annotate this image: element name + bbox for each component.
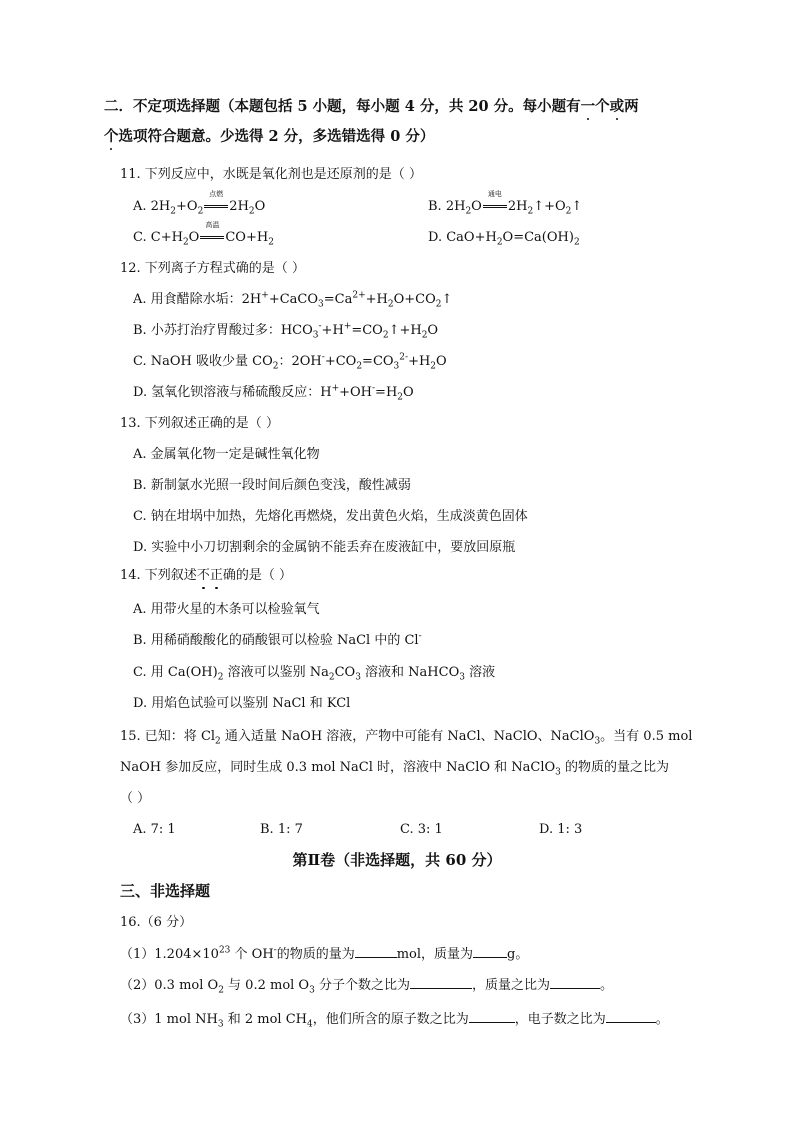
q16-3-electron-ratio-blank[interactable] <box>606 1010 656 1023</box>
q16-1-mass-blank[interactable] <box>473 945 507 958</box>
q13-option-d: D. 实验中小刀切割剩余的金属钠不能丢弃在废液缸中，要放回原瓶 <box>133 540 516 555</box>
q12-option-b: B. 小苏打治疗胃酸过多：$HCO_3^-+H^+=CO_2↑+H_2O$ <box>133 321 439 341</box>
q15-option-d: D. 1: 3 <box>539 822 583 837</box>
section-2-heading-line1: 二．不定项选择题（本题包括 5 小题，每小题 4 分，共 20 分。每小题有一个或两 <box>104 98 639 115</box>
q13-option-c: C. 钠在坩埚中加热，先熔化再燃烧，发出黄色火焰，生成淡黄色固体 <box>133 509 528 524</box>
q12-option-d: D. 氢氧化钡溶液与稀硫酸反应：$H^++OH^-=H_2O$ <box>133 383 414 403</box>
q16-1-moles-blank[interactable] <box>355 945 397 958</box>
q14-option-b: B. 用稀硝酸酸化的硝酸银可以检验 NaCl 中的 Cl- <box>133 631 422 648</box>
q11-stem: 11. 下列反应中，水既是氧化剂也是还原剂的是（ ） <box>120 167 422 182</box>
section-3-heading: 三、非选择题 <box>120 882 211 900</box>
q11-option-d: D. $CaO+H_2O=Ca(OH)_2$ <box>428 230 580 248</box>
q16-3-atom-ratio-blank[interactable] <box>469 1010 515 1023</box>
q13-option-b: B. 新制氯水光照一段时间后颜色变浅，酸性减弱 <box>133 478 411 493</box>
part-2-title: 第Ⅱ卷（非选择题，共 60 分） <box>292 851 502 869</box>
q15-option-a: A. 7: 1 <box>133 822 176 837</box>
q16-sub-2: （2）0.3 mol $O_2$ 与 0.2 mol $O_3$ 分子个数之比为 ，质量之比为 。 <box>120 978 614 996</box>
q15-option-c: C. 3: 1 <box>400 822 443 837</box>
q13-stem: 13. 下列叙述正确的是（ ） <box>120 416 279 431</box>
q11-option-c: C. $C+H_2O$ 高温 $CO+H_2$ <box>133 221 274 248</box>
q15-option-b: B. 1: 7 <box>260 822 303 837</box>
section-2-heading-line2: 个选项符合题意。少选得 2 分，多选错选得 0 分） <box>104 128 435 145</box>
q13-option-a: A. 金属氧化物一定是碱性氧化物 <box>133 447 320 462</box>
q14-stem: 14. 下列叙述不正确的是（ ） <box>120 568 292 583</box>
q14-option-d: D. 用焰色试验可以鉴别 NaCl 和 KCl <box>133 696 351 711</box>
q11-option-b: B. $2H_2O$ 通电 $2H_2↑+O_2↑$ <box>428 190 583 217</box>
q11-option-a: A. $2H_2+O_2$ 点燃 $2H_2O$ <box>133 190 266 217</box>
q16-stem: 16.（6 分） <box>120 915 193 930</box>
q14-option-c: C. 用 $Ca(OH)_2$ 溶液可以鉴别 $Na_2CO_3$ 溶液和 NaHCO$_3$ 溶液 <box>133 665 496 683</box>
q15-stem-line3: （ ） <box>120 791 151 806</box>
q12-option-c: C. NaOH 吸收少量 $CO_2$：$2OH^-+CO_2=CO_3^{2-}+H_2O$ <box>133 352 447 372</box>
q16-sub-3: （3）1 mol $NH_3$ 和 2 mol $CH_4$，他们所含的原子数之比为 ，电子数之比为 。 <box>120 1012 669 1030</box>
q14-option-a: A. 用带火星的木条可以检验氧气 <box>133 602 320 617</box>
q16-2-molecule-ratio-blank[interactable] <box>410 976 472 989</box>
q16-sub-1: $(1)1.204\times 10^{23}$ 个 OH-的物质的量为 mol，质量为 g。 <box>120 945 529 962</box>
q12-stem: 12. 下列离子方程式确的是（ ） <box>120 261 305 276</box>
q12-option-a: A. 用食醋除水垢：$2H^++CaCO_3=Ca^{2+}+H_2O+CO_2↑$ <box>133 290 453 310</box>
q15-stem-line1: 15. 已知：将 $Cl_2$ 通入适量 NaOH 溶液，产物中可能有 NaCl、NaClO、NaClO$_3$。当有 0.5 mol <box>120 729 693 747</box>
q16-2-mass-ratio-blank[interactable] <box>550 976 600 989</box>
q15-stem-line2: NaOH 参加反应，同时生成 0.3 mol NaCl 时，溶液中 NaClO 和 NaClO$_3$ 的物质的量之比为 <box>120 760 670 778</box>
